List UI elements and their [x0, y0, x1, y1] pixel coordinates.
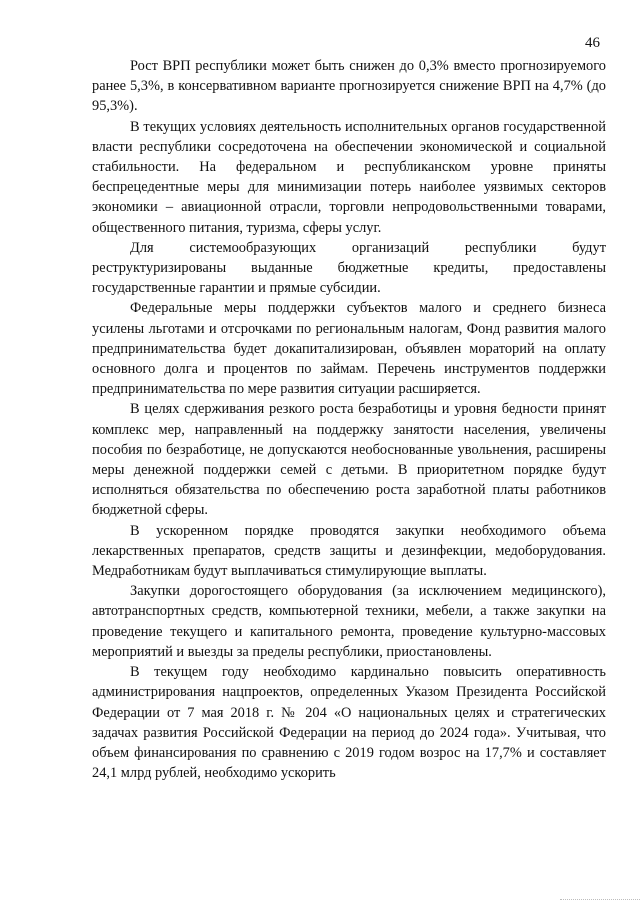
- paragraph-unemployment-measures: В целях сдерживания резкого роста безработицы и уровня бедности принят комплекс мер, направленный на поддержку занятости населения, увеличены пособия по безработице, не допускаются необоснованные увольнения, расширены меры денежной поддержки семей с детьми. В приоритетном порядке будут исполняться обязательства по обеспечению роста заработной платы работников бюджетной сферы.: [92, 401, 606, 519]
- paragraph-suspended-purchases: Закупки дорогостоящего оборудования (за исключением медицинского), автотранспортных средств, компьютерной техники, мебели, а также закупки на проведение текущего и капитального ремонта, проведение культурно-массовых мероприятий и выезды за пределы республики, приостановлены.: [92, 583, 606, 660]
- paragraph-system-organizations: Для системообразующих организаций республики будут реструктуризированы выданные бюджетные кредиты, предоставлены государственные гарантии и прямые субсидии.: [92, 239, 606, 297]
- paragraph-small-business-support: Федеральные меры поддержки субъектов малого и среднего бизнеса усилены льготами и отсрочками по региональным налогам, Фонд развития малого предпринимательства будет докапитализирован, объявлен мораторий на оплату основного долга и процентов по займам. Перечень инструментов поддержки предпринимательства по мере развития ситуации расширяется.: [92, 300, 606, 398]
- paragraph-grp-forecast: Рост ВРП республики может быть снижен до 0,3% вместо прогнозируемого ранее 5,3%, в консервативном варианте прогнозируется снижение ВРП на 4,7% (до 95,3%).: [92, 58, 606, 115]
- document-body: [92, 56, 606, 783]
- page-number: 46: [585, 35, 600, 51]
- paragraph-government-measures: В текущих условиях деятельность исполнительных органов государственной власти республики сосредоточена на обеспечении экономической и социальной стабильности. На федеральном и республиканском уровне приняты беспрецедентные меры для минимизации потерь наиболее уязвимых секторов экономики – авиационной отрасли, торговли непродовольственными товарами, общественного питания, туризма, сферы услуг.: [92, 118, 606, 236]
- paragraph-national-projects: В текущем году необходимо кардинально повысить оперативность администрирования нацпроектов, определенных Указом Президента Российской Федерации от 7 мая 2018 г. № 204 «О национальных целях и стратегических задачах развития Российской Федерации на период до 2024 года». Учитывая, что объем финансирования по сравнению с 2019 годом возрос на 17,7% и составляет 24,1 млрд рублей, необходимо ускорить: [92, 664, 606, 782]
- scan-artifact: [560, 899, 640, 903]
- paragraph-medical-procurement: В ускоренном порядке проводятся закупки необходимого объема лекарственных препаратов, средств защиты и дезинфекции, медоборудования. Медработникам будут выплачиваться стимулирующие выплаты.: [92, 522, 606, 580]
